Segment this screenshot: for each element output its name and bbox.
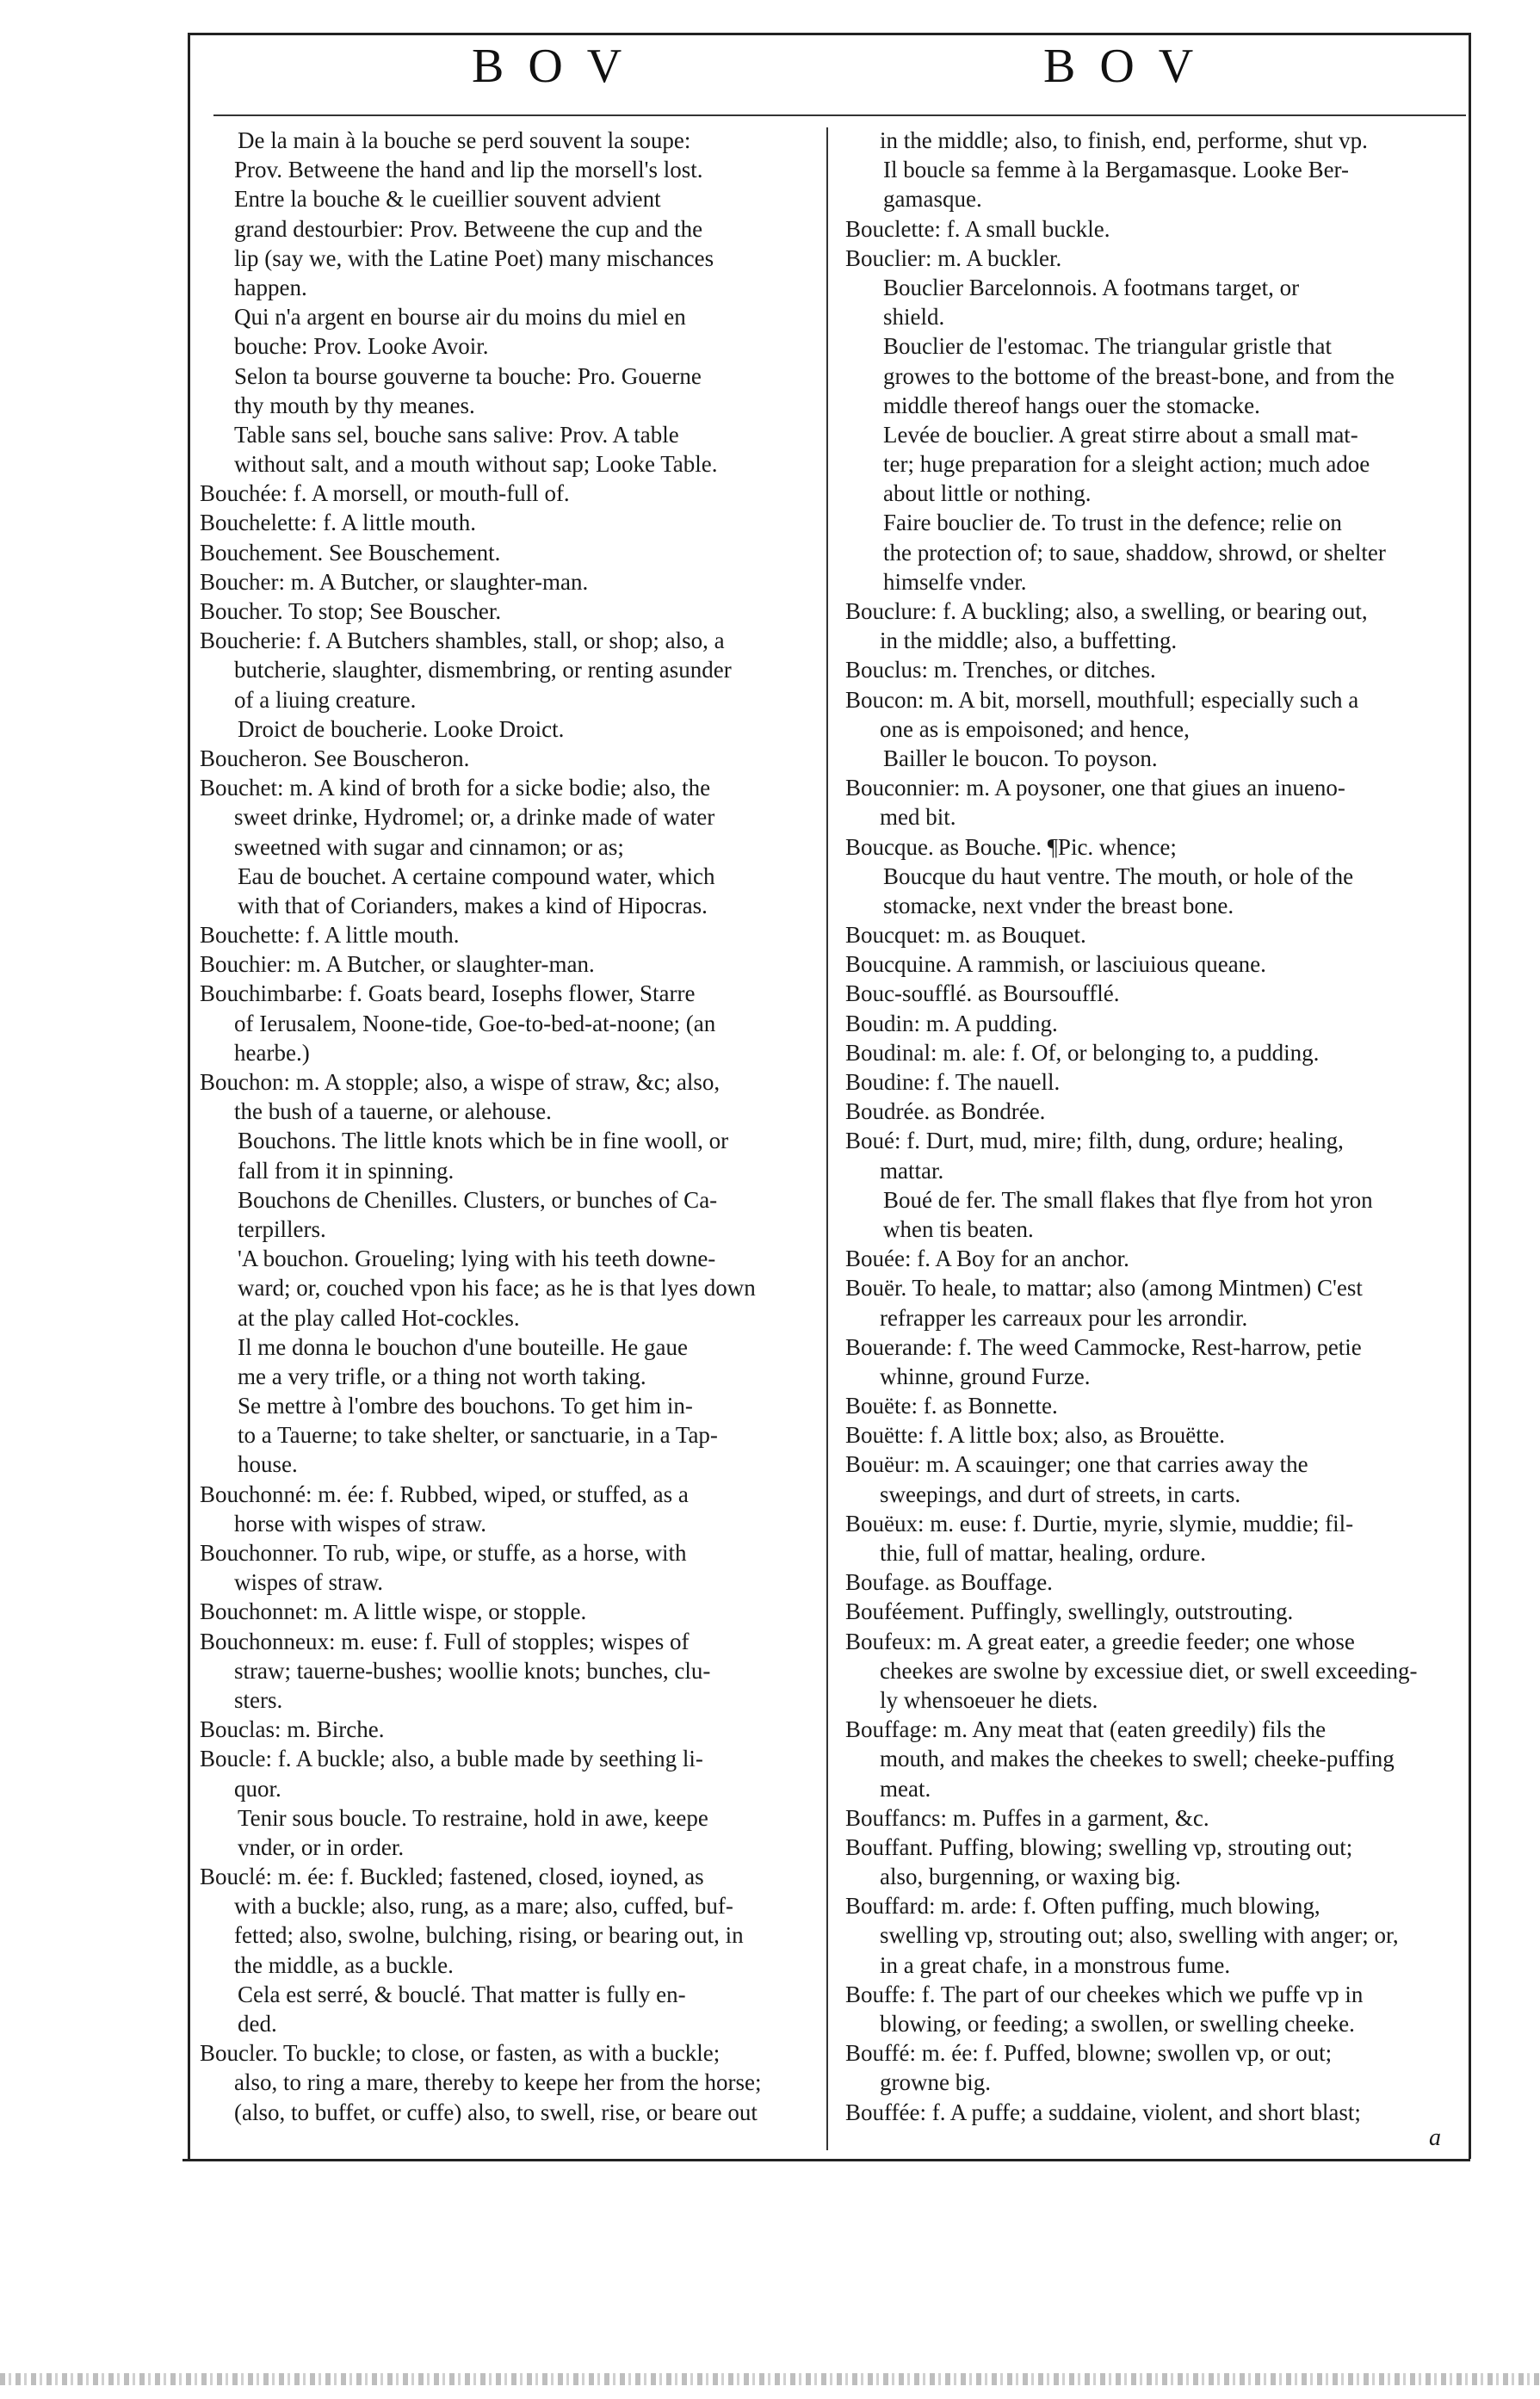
dictionary-text-line: the protection of; to saue, shaddow, shrowd, or shelter <box>883 539 1386 566</box>
dictionary-entry-line: Bouër. To heale, to mattar; also (among Mintmen) C'est <box>845 1275 1363 1302</box>
dictionary-text-line: sweet drinke, Hydromel; or, a drinke made of water <box>234 804 715 831</box>
dictionary-entry-line: Bouchonner. To rub, wipe, or stuffe, as a horse, with <box>200 1540 687 1566</box>
dictionary-text-line: about little or nothing. <box>883 480 1092 507</box>
dictionary-entry-line: Bouchet: m. A kind of broth for a sicke bodie; also, the <box>200 775 711 801</box>
dictionary-text-line: fall from it in spinning. <box>238 1157 455 1184</box>
dictionary-text-line: Boué de fer. The small flakes that flye from hot yron <box>883 1186 1373 1213</box>
dictionary-text-line: wispes of straw. <box>234 1569 383 1596</box>
dictionary-text-line: when tis beaten. <box>883 1215 1034 1242</box>
dictionary-entry-line: Bouchement. See Bouschement. <box>200 539 501 566</box>
dictionary-text-line: med bit. <box>880 804 956 831</box>
dictionary-text-line: sters. <box>234 1686 283 1713</box>
dictionary-text-line: terpillers. <box>238 1215 326 1242</box>
dictionary-text-line: ter; huge preparation for a sleight action; much adoe <box>883 451 1370 478</box>
dictionary-text-line: the middle, as a buckle. <box>234 1951 454 1978</box>
dictionary-entry-line: Bouchonnet: m. A little wispe, or stopple. <box>200 1598 587 1625</box>
running-head-left: BOV <box>472 40 646 93</box>
dictionary-text-line: Il me donna le bouchon d'une bouteille. He gaue <box>238 1333 688 1360</box>
scan-edge-artifact <box>0 2373 1540 2385</box>
dictionary-entry-line: Boucheron. See Bouscheron. <box>200 745 470 771</box>
dictionary-entry-line: Boufeux: m. A great eater, a greedie feeder; one whose <box>845 1628 1355 1654</box>
dictionary-text-line: Eau de bouchet. A certaine compound water, which <box>238 863 715 889</box>
dictionary-text-line: 'A bouchon. Groueling; lying with his teeth downe- <box>238 1246 716 1272</box>
dictionary-entry-line: Bouclus: m. Trenches, or ditches. <box>845 657 1156 683</box>
dictionary-entry-line: Bouerande: f. The weed Cammocke, Rest-harrow, petie <box>845 1333 1362 1360</box>
dictionary-entry-line: Bouconnier: m. A poysoner, one that giues an inueno- <box>845 775 1345 801</box>
dictionary-entry-line: Boucle: f. A buckle; also, a buble made by seething li- <box>200 1746 703 1772</box>
dictionary-text-line: thie, full of mattar, healing, ordure. <box>880 1540 1207 1566</box>
dictionary-text-line: Bailler le boucon. To poyson. <box>883 745 1158 771</box>
dictionary-entry-line: Bouclas: m. Birche. <box>200 1716 385 1743</box>
dictionary-text-line: Selon ta bourse gouverne ta bouche: Pro. Gouerne <box>234 362 702 389</box>
dictionary-text-line: without salt, and a mouth without sap; Looke Table. <box>234 451 718 478</box>
dictionary-text-line: mouth, and makes the cheekes to swell; cheeke-puffing <box>880 1746 1395 1772</box>
dictionary-text-line: De la main à la bouche se perd souvent la soupe: <box>238 127 691 153</box>
dictionary-entry-line: Boucque. as Bouche. ¶Pic. whence; <box>845 833 1177 860</box>
dictionary-text-line: Bouchons. The little knots which be in fine wooll, or <box>238 1128 729 1154</box>
left-border <box>188 33 190 2159</box>
dictionary-entry-line: Bouchonneux: m. euse: f. Full of stopples; wispes of <box>200 1628 690 1654</box>
dictionary-entry-line: Bouffé: m. ée: f. Puffed, blowne; swollen vp, or out; <box>845 2040 1333 2067</box>
dictionary-text-line: with that of Corianders, makes a kind of Hipocras. <box>238 892 708 918</box>
dictionary-text-line: bouche: Prov. Looke Avoir. <box>234 333 489 360</box>
dictionary-entry-line: Bouchon: m. A stopple; also, a wispe of straw, &c; also, <box>200 1069 721 1095</box>
dictionary-text-line: sweepings, and durt of streets, in carts. <box>880 1481 1241 1507</box>
dictionary-entry-line: Bouëur: m. A scauinger; one that carries away the <box>845 1451 1308 1478</box>
dictionary-text-line: gamasque. <box>883 186 982 213</box>
dictionary-text-line: ly whensoeuer he diets. <box>880 1686 1098 1713</box>
dictionary-entry-line: Boudrée. as Bondrée. <box>845 1098 1046 1125</box>
dictionary-entry-line: Boucon: m. A bit, morsell, mouthfull; especially such a <box>845 686 1359 713</box>
dictionary-text-line: also, to ring a mare, thereby to keepe her from the horse; <box>234 2069 762 2096</box>
dictionary-entry-line: Bouëtte: f. A little box; also, as Brouëtte. <box>845 1422 1225 1449</box>
dictionary-entry-line: Bouëux: m. euse: f. Durtie, myrie, slymie, muddie; fil- <box>845 1510 1354 1536</box>
dictionary-text-line: in the middle; also, a buffetting. <box>880 628 1178 654</box>
dictionary-text-line: Bouclier Barcelonnois. A footmans target, or <box>883 274 1300 300</box>
dictionary-entry-line: Bouëte: f. as Bonnette. <box>845 1393 1058 1419</box>
right-border <box>1469 33 1471 2159</box>
dictionary-text-line: quor. <box>234 1775 281 1802</box>
dictionary-text-line: horse with wispes of straw. <box>234 1510 486 1536</box>
dictionary-entry-line: Bouchier: m. A Butcher, or slaughter-man. <box>200 951 595 978</box>
dictionary-text-line: in the middle; also, to finish, end, performe, shut vp. <box>880 127 1368 153</box>
dictionary-text-line: growne big. <box>880 2069 991 2096</box>
dictionary-entry-line: Boudine: f. The nauell. <box>845 1069 1061 1095</box>
dictionary-entry-line: Bouffe: f. The part of our cheekes which we puffe vp in <box>845 1981 1364 2007</box>
dictionary-text-line: vnder, or in order. <box>238 1833 405 1860</box>
dictionary-text-line: swelling vp, strouting out; also, swelling with anger; or, <box>880 1922 1399 1949</box>
dictionary-text-line: also, burgenning, or waxing big. <box>880 1864 1181 1890</box>
dictionary-entry-line: Bouclette: f. A small buckle. <box>845 215 1110 242</box>
top-rule <box>188 33 1470 35</box>
dictionary-text-line: me a very trifle, or a thing not worth taking. <box>238 1363 646 1389</box>
dictionary-text-line: Faire bouclier de. To trust in the defence; relie on <box>883 510 1342 536</box>
dictionary-text-line: Bouclier de l'estomac. The triangular gristle that <box>883 333 1332 360</box>
dictionary-entry-line: Boufage. as Bouffage. <box>845 1569 1053 1596</box>
catchword: a <box>1429 2124 1441 2151</box>
dictionary-text-line: refrapper les carreaux pour les arrondir. <box>880 1304 1248 1331</box>
dictionary-text-line: thy mouth by thy meanes. <box>234 392 475 418</box>
dictionary-text-line: with a buckle; also, rung, as a mare; also, cuffed, buf- <box>234 1893 733 1920</box>
dictionary-text-line: Qui n'a argent en bourse air du moins du miel en <box>234 304 686 331</box>
dictionary-text-line: meat. <box>880 1775 931 1802</box>
dictionary-text-line: at the play called Hot-cockles. <box>238 1304 520 1331</box>
dictionary-text-line: Levée de bouclier. A great stirre about a small mat- <box>883 421 1358 448</box>
dictionary-entry-line: Bouclé: m. ée: f. Buckled; fastened, closed, ioyned, as <box>200 1864 704 1890</box>
left-column <box>200 126 813 2127</box>
dictionary-text-line: (also, to buffet, or cuffe) also, to swell, rise, or beare out <box>234 2099 758 2125</box>
dictionary-text-line: fetted; also, swolne, bulching, rising, or bearing out, in <box>234 1922 744 1949</box>
dictionary-text-line: ded. <box>238 2011 277 2037</box>
running-head-right: BOV <box>1043 40 1218 93</box>
dictionary-entry-line: Boucherie: f. A Butchers shambles, stall, or shop; also, a <box>200 628 725 654</box>
dictionary-entry-line: Boudin: m. A pudding. <box>845 1010 1058 1036</box>
dictionary-entry-line: Boudinal: m. ale: f. Of, or belonging to, a pudding. <box>845 1039 1320 1066</box>
dictionary-text-line: Table sans sel, bouche sans salive: Prov. A table <box>234 421 679 448</box>
dictionary-entry-line: Bouchelette: f. A little mouth. <box>200 510 476 536</box>
dictionary-text-line: middle thereof hangs ouer the stomacke. <box>883 392 1260 418</box>
dictionary-text-line: Droict de boucherie. Looke Droict. <box>238 715 565 742</box>
dictionary-entry-line: Bouchée: f. A morsell, or mouth-full of. <box>200 480 570 507</box>
dictionary-text-line: Entre la bouche & le cueillier souvent advient <box>234 186 661 213</box>
dictionary-text-line: Tenir sous boucle. To restraine, hold in awe, keepe <box>238 1804 708 1831</box>
dictionary-text-line: Boucque du haut ventre. The mouth, or hole of the <box>883 863 1354 889</box>
dictionary-entry-line: Bouffancs: m. Puffes in a garment, &c. <box>845 1804 1209 1831</box>
column-divider <box>826 127 828 2150</box>
dictionary-text-line: hearbe.) <box>234 1039 310 1066</box>
dictionary-entry-line: Bouclure: f. A buckling; also, a swelling, or bearing out, <box>845 598 1368 624</box>
right-column <box>845 126 1458 2127</box>
dictionary-text-line: cheekes are swolne by excessiue diet, or swell exceeding- <box>880 1657 1418 1684</box>
dictionary-text-line: to a Tauerne; to take shelter, or sanctuarie, in a Tap- <box>238 1422 718 1449</box>
dictionary-entry-line: Bouc-soufflé. as Boursoufflé. <box>845 980 1120 1007</box>
dictionary-entry-line: Bouffée: f. A puffe; a suddaine, violent, and short blast; <box>845 2099 1361 2125</box>
dictionary-text-line: straw; tauerne-bushes; woollie knots; bunches, clu- <box>234 1657 711 1684</box>
dictionary-entry-line: Bouféement. Puffingly, swellingly, outstrouting. <box>845 1598 1294 1625</box>
dictionary-entry-line: Boucquine. A rammish, or lasciuious queane. <box>845 951 1266 978</box>
dictionary-text-line: sweetned with sugar and cinnamon; or as; <box>234 833 624 860</box>
dictionary-entry-line: Bouffard: m. arde: f. Often puffing, much blowing, <box>845 1893 1320 1920</box>
dictionary-entry-line: Boucher. To stop; See Bouscher. <box>200 598 502 624</box>
dictionary-text-line: grand destourbier: Prov. Betweene the cup and the <box>234 215 703 242</box>
dictionary-text-line: butcherie, slaughter, dismembring, or renting asunder <box>234 657 732 683</box>
dictionary-text-line: Bouchons de Chenilles. Clusters, or bunches of Ca- <box>238 1186 718 1213</box>
dictionary-text-line: Il boucle sa femme à la Bergamasque. Looke Ber- <box>883 157 1350 183</box>
dictionary-text-line: lip (say we, with the Latine Poet) many mischances <box>234 244 714 271</box>
dictionary-text-line: house. <box>238 1451 298 1478</box>
dictionary-entry-line: Bouée: f. A Boy for an anchor. <box>845 1246 1129 1272</box>
dictionary-entry-line: Bouchimbarbe: f. Goats beard, Iosephs flower, Starre <box>200 980 696 1007</box>
dictionary-entry-line: Bouchonné: m. ée: f. Rubbed, wiped, or stuffed, as a <box>200 1481 689 1507</box>
dictionary-text-line: Se mettre à l'ombre des bouchons. To get him in- <box>238 1393 693 1419</box>
dictionary-entry-line: Boucler. To buckle; to close, or fasten, as with a buckle; <box>200 2040 721 2067</box>
dictionary-text-line: of a liuing creature. <box>234 686 417 713</box>
header-rule <box>213 114 1466 116</box>
dictionary-entry-line: Bouclier: m. A buckler. <box>845 244 1062 271</box>
dictionary-entry-line: Boucquet: m. as Bouquet. <box>845 922 1086 949</box>
bottom-rule <box>182 2159 1470 2161</box>
dictionary-text-line: happen. <box>234 274 307 300</box>
dictionary-text-line: ward; or, couched vpon his face; as he is that lyes down <box>238 1275 756 1302</box>
dictionary-text-line: the bush of a tauerne, or alehouse. <box>234 1098 552 1125</box>
dictionary-text-line: stomacke, next vnder the breast bone. <box>883 892 1234 918</box>
dictionary-text-line: blowing, or feeding; a swollen, or swelling cheeke. <box>880 2011 1355 2037</box>
dictionary-text-line: of Ierusalem, Noone-tide, Goe-to-bed-at-noone; (an <box>234 1010 716 1036</box>
dictionary-text-line: Prov. Betweene the hand and lip the morsell's lost. <box>234 157 703 183</box>
dictionary-entry-line: Bouchette: f. A little mouth. <box>200 922 460 949</box>
dictionary-text-line: Cela est serré, & bouclé. That matter is fully en- <box>238 1981 686 2007</box>
dictionary-text-line: mattar. <box>880 1157 944 1184</box>
dictionary-text-line: shield. <box>883 304 945 331</box>
dictionary-text-line: in a great chafe, in a monstrous fume. <box>880 1951 1231 1978</box>
dictionary-text-line: himselfe vnder. <box>883 568 1027 595</box>
dictionary-entry-line: Bouffage: m. Any meat that (eaten greedily) fils the <box>845 1716 1327 1743</box>
dictionary-text-line: whinne, ground Furze. <box>880 1363 1091 1389</box>
dictionary-text-line: one as is empoisoned; and hence, <box>880 715 1190 742</box>
dictionary-entry-line: Boué: f. Durt, mud, mire; filth, dung, ordure; healing, <box>845 1128 1344 1154</box>
dictionary-entry-line: Boucher: m. A Butcher, or slaughter-man. <box>200 568 589 595</box>
dictionary-entry-line: Bouffant. Puffing, blowing; swelling vp, strouting out; <box>845 1833 1353 1860</box>
dictionary-text-line: growes to the bottome of the breast-bone, and from the <box>883 362 1395 389</box>
